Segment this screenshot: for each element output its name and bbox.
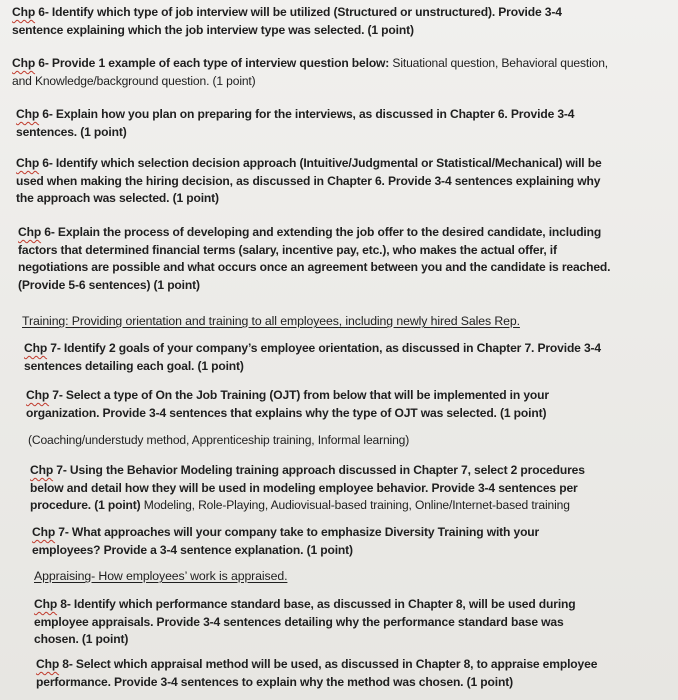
question-text: 7- Select a type of On the Job Training (OJT) from below that will be implemented in your organization. Provide 3-4 sentences that explains why the type of OJT was selected. (1 point) <box>26 388 549 420</box>
chapter-label: Chp <box>34 597 58 611</box>
question-text: 6- Provide 1 example of each type of interview question below: <box>35 56 393 70</box>
question-interview-type <box>12 4 612 39</box>
chapter-label: Chp <box>12 5 36 19</box>
question-text: 7- What approaches will your company take to emphasize Diversity Training with your employees? Provide a 3-4 sentence explanation. (1 point) <box>32 525 540 557</box>
section-appraising-heading: Appraising- How employees’ work is appraised. <box>34 569 288 583</box>
question-interview-examples <box>12 55 624 90</box>
question-text: 6- Identify which type of job interview will be utilized (Structured or unstructured). Provide 3-4 sentence explaining which the job interview type was selected. (1 point) <box>12 5 562 37</box>
question-text: 6- Explain how you plan on preparing for the interviews, as discussed in Chapter 6. Provide 3-4 sentences. (1 point) <box>16 107 575 139</box>
question-ojt-type <box>26 387 614 422</box>
question-orientation-goals <box>24 340 620 375</box>
chapter-label: Chp <box>26 388 50 402</box>
question-text: 6- Identify which selection decision approach (Intuitive/Judgmental or Statistical/Mechanical) will be used when making the hiring decision, as discussed in Chapter 6. Provide 3-4 sentences explaining why the approach was selected. (1 point) <box>16 156 602 206</box>
chapter-label: Chp <box>18 225 42 239</box>
question-performance-standard <box>34 596 594 649</box>
chapter-label: Chp <box>16 107 40 121</box>
chapter-label: Chp <box>24 341 48 355</box>
question-options: Modeling, Role-Playing, Audiovisual-based training, Online/Internet-based training <box>143 498 570 513</box>
question-text: 6- Explain the process of developing and extending the job offer to the desired candidate, including factors that determined financial terms (salary, incentive pay, etc.), who makes the actual offer, if negotiations are possible and what occurs once an agreement between you and the candidate is reached. (Provide 5-6 sentences) (1 point) <box>18 225 611 292</box>
ojt-options: (Coaching/understudy method, Apprenticeship training, Informal learning) <box>28 433 410 447</box>
question-options: Situational question, Behavioral question, and Knowledge/background question. (1 point) <box>12 56 608 88</box>
chapter-label: Chp <box>12 56 36 70</box>
question-text: 8- Identify which performance standard base, as discussed in Chapter 8, will be used during employee appraisals. Provide 3-4 sentences detailing why the performance standard base was chosen. (1 point) <box>34 597 576 647</box>
chapter-label: Chp <box>32 525 56 539</box>
question-text: 8- Select which appraisal method will be used, as discussed in Chapter 8, to appraise employee performance. Provide 3-4 sentences to explain why the method was chosen. (1 point) <box>36 657 598 689</box>
question-selection-approach <box>16 155 620 208</box>
section-training-heading: Training: Providing orientation and training to all employees, including newly hired Sales Rep. <box>22 314 520 328</box>
question-appraisal-method <box>36 656 602 691</box>
question-job-offer <box>18 224 624 294</box>
question-interview-prep <box>16 106 616 141</box>
question-text: 7- Identify 2 goals of your company’s employee orientation, as discussed in Chapter 7. Provide 3-4 sentences detailing each goal. (1 point) <box>24 341 601 373</box>
question-text: 7- Using the Behavior Modeling training approach discussed in Chapter 7, select 2 procedures below and detail how they will be used in modeling employee behavior. Provide 3-4 sentences per procedure. (1 point) <box>30 463 585 513</box>
question-behavior-modeling <box>30 462 610 515</box>
chapter-label: Chp <box>16 156 40 170</box>
chapter-label: Chp <box>36 657 60 671</box>
question-diversity-training <box>32 524 602 559</box>
chapter-label: Chp <box>30 463 54 477</box>
